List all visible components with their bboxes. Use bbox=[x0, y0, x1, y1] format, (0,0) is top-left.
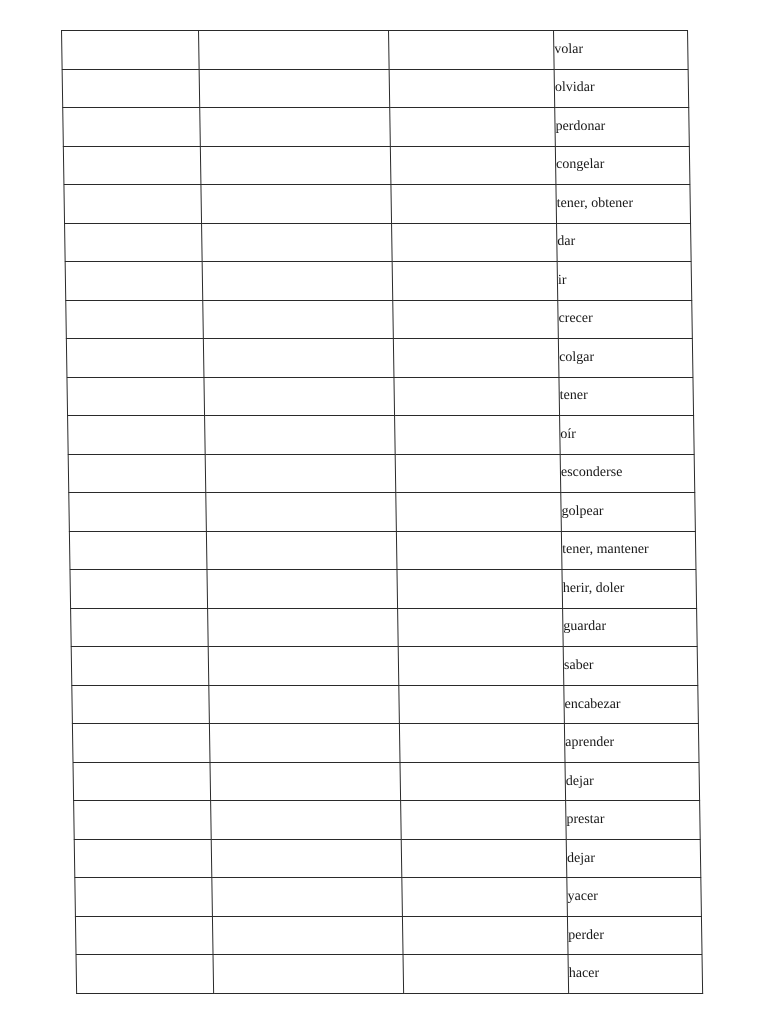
table-row bbox=[72, 685, 699, 724]
blank-answer-cell[interactable] bbox=[76, 955, 214, 994]
table-row bbox=[62, 69, 689, 108]
spanish-verb-cell: ir bbox=[557, 262, 692, 301]
spanish-verb-cell: olvidar bbox=[554, 69, 689, 108]
blank-answer-cell[interactable] bbox=[72, 724, 210, 763]
table-row bbox=[65, 262, 692, 301]
spanish-verb-cell: oír bbox=[560, 416, 695, 455]
blank-answer-cell[interactable] bbox=[75, 878, 213, 917]
table-row bbox=[75, 878, 702, 917]
blank-answer-cell[interactable] bbox=[389, 31, 555, 70]
blank-answer-cell[interactable] bbox=[204, 377, 395, 416]
table-row bbox=[72, 724, 699, 763]
blank-answer-cell[interactable] bbox=[212, 878, 403, 917]
blank-answer-cell[interactable] bbox=[69, 493, 207, 532]
table-row bbox=[73, 762, 700, 801]
blank-answer-cell[interactable] bbox=[69, 531, 207, 570]
blank-answer-cell[interactable] bbox=[207, 570, 398, 609]
table-row bbox=[71, 608, 698, 647]
blank-answer-cell[interactable] bbox=[67, 377, 205, 416]
spanish-verb-cell: hacer bbox=[568, 955, 703, 994]
blank-answer-cell[interactable] bbox=[68, 454, 206, 493]
blank-answer-cell[interactable] bbox=[399, 724, 565, 763]
spanish-verb-cell: guardar bbox=[563, 608, 698, 647]
blank-answer-cell[interactable] bbox=[208, 608, 399, 647]
spanish-verb-cell: herir, doler bbox=[562, 570, 697, 609]
blank-answer-cell[interactable] bbox=[394, 377, 560, 416]
blank-answer-cell[interactable] bbox=[74, 801, 212, 840]
blank-answer-cell[interactable] bbox=[62, 69, 200, 108]
blank-answer-cell[interactable] bbox=[211, 801, 402, 840]
table-row bbox=[74, 839, 701, 878]
blank-answer-cell[interactable] bbox=[213, 955, 404, 994]
blank-answer-cell[interactable] bbox=[401, 839, 567, 878]
verb-worksheet-table bbox=[61, 30, 703, 994]
blank-answer-cell[interactable] bbox=[62, 31, 200, 70]
blank-answer-cell[interactable] bbox=[391, 185, 557, 224]
blank-answer-cell[interactable] bbox=[392, 223, 558, 262]
blank-answer-cell[interactable] bbox=[209, 685, 400, 724]
blank-answer-cell[interactable] bbox=[202, 262, 393, 301]
blank-answer-cell[interactable] bbox=[199, 69, 390, 108]
spanish-verb-cell: volar bbox=[554, 31, 689, 70]
blank-answer-cell[interactable] bbox=[200, 146, 391, 185]
blank-answer-cell[interactable] bbox=[66, 339, 204, 378]
blank-answer-cell[interactable] bbox=[402, 878, 568, 917]
table-row bbox=[62, 31, 689, 70]
table-row bbox=[70, 570, 697, 609]
spanish-verb-cell: golpear bbox=[561, 493, 696, 532]
table-row bbox=[66, 339, 693, 378]
blank-answer-cell[interactable] bbox=[211, 839, 402, 878]
blank-answer-cell[interactable] bbox=[396, 493, 562, 532]
blank-answer-cell[interactable] bbox=[200, 108, 391, 147]
blank-answer-cell[interactable] bbox=[398, 608, 564, 647]
spanish-verb-cell: dar bbox=[557, 223, 692, 262]
blank-answer-cell[interactable] bbox=[202, 223, 393, 262]
blank-answer-cell[interactable] bbox=[210, 762, 401, 801]
table-body bbox=[62, 31, 703, 994]
spanish-verb-cell: perdonar bbox=[555, 108, 690, 147]
blank-answer-cell[interactable] bbox=[203, 339, 394, 378]
blank-answer-cell[interactable] bbox=[63, 108, 201, 147]
table-row bbox=[76, 955, 703, 994]
spanish-verb-cell: colgar bbox=[558, 339, 693, 378]
blank-answer-cell[interactable] bbox=[392, 262, 558, 301]
blank-answer-cell[interactable] bbox=[395, 416, 561, 455]
blank-answer-cell[interactable] bbox=[203, 300, 394, 339]
spanish-verb-cell: saber bbox=[563, 647, 698, 686]
table-row bbox=[66, 300, 693, 339]
blank-answer-cell[interactable] bbox=[72, 685, 210, 724]
spanish-verb-cell: tener, obtener bbox=[556, 185, 691, 224]
blank-answer-cell[interactable] bbox=[65, 262, 203, 301]
table-row bbox=[68, 454, 695, 493]
spanish-verb-cell: encabezar bbox=[564, 685, 699, 724]
table-row bbox=[63, 146, 690, 185]
spanish-verb-cell: perder bbox=[567, 916, 702, 955]
blank-answer-cell[interactable] bbox=[206, 493, 397, 532]
spanish-verb-cell: esconderse bbox=[560, 454, 695, 493]
blank-answer-cell[interactable] bbox=[63, 146, 201, 185]
table-row bbox=[64, 185, 691, 224]
blank-answer-cell[interactable] bbox=[393, 300, 559, 339]
table-row bbox=[74, 801, 701, 840]
blank-answer-cell[interactable] bbox=[64, 185, 202, 224]
blank-answer-cell[interactable] bbox=[401, 801, 567, 840]
spanish-verb-cell: dejar bbox=[566, 839, 701, 878]
blank-answer-cell[interactable] bbox=[209, 724, 400, 763]
blank-answer-cell[interactable] bbox=[212, 916, 403, 955]
blank-answer-cell[interactable] bbox=[75, 916, 213, 955]
blank-answer-cell[interactable] bbox=[403, 955, 569, 994]
spanish-verb-cell: yacer bbox=[567, 878, 702, 917]
blank-answer-cell[interactable] bbox=[402, 916, 568, 955]
blank-answer-cell[interactable] bbox=[390, 108, 556, 147]
blank-answer-cell[interactable] bbox=[71, 647, 209, 686]
blank-answer-cell[interactable] bbox=[73, 762, 211, 801]
blank-answer-cell[interactable] bbox=[205, 416, 396, 455]
blank-answer-cell[interactable] bbox=[399, 685, 565, 724]
blank-answer-cell[interactable] bbox=[397, 570, 563, 609]
table-row bbox=[63, 108, 690, 147]
blank-answer-cell[interactable] bbox=[74, 839, 212, 878]
blank-answer-cell[interactable] bbox=[395, 454, 561, 493]
blank-answer-cell[interactable] bbox=[400, 762, 566, 801]
blank-answer-cell[interactable] bbox=[199, 31, 390, 70]
table-row bbox=[67, 377, 694, 416]
table-row bbox=[71, 647, 698, 686]
spanish-verb-cell: aprender bbox=[564, 724, 699, 763]
blank-answer-cell[interactable] bbox=[71, 608, 209, 647]
table-row bbox=[68, 416, 695, 455]
spanish-verb-cell: dejar bbox=[565, 762, 700, 801]
blank-answer-cell[interactable] bbox=[389, 69, 555, 108]
table-row bbox=[69, 531, 696, 570]
table-row bbox=[69, 493, 696, 532]
blank-answer-cell[interactable] bbox=[65, 223, 203, 262]
spanish-verb-cell: crecer bbox=[558, 300, 693, 339]
blank-answer-cell[interactable] bbox=[396, 531, 562, 570]
blank-answer-cell[interactable] bbox=[66, 300, 204, 339]
blank-answer-cell[interactable] bbox=[201, 185, 392, 224]
table-row bbox=[75, 916, 702, 955]
blank-answer-cell[interactable] bbox=[398, 647, 564, 686]
blank-answer-cell[interactable] bbox=[393, 339, 559, 378]
spanish-verb-cell: congelar bbox=[555, 146, 690, 185]
spanish-verb-cell: tener bbox=[559, 377, 694, 416]
blank-answer-cell[interactable] bbox=[68, 416, 206, 455]
spanish-verb-cell: tener, mantener bbox=[561, 531, 696, 570]
blank-answer-cell[interactable] bbox=[206, 531, 397, 570]
blank-answer-cell[interactable] bbox=[390, 146, 556, 185]
spanish-verb-cell: prestar bbox=[566, 801, 701, 840]
table-row bbox=[65, 223, 692, 262]
blank-answer-cell[interactable] bbox=[208, 647, 399, 686]
blank-answer-cell[interactable] bbox=[205, 454, 396, 493]
blank-answer-cell[interactable] bbox=[70, 570, 208, 609]
